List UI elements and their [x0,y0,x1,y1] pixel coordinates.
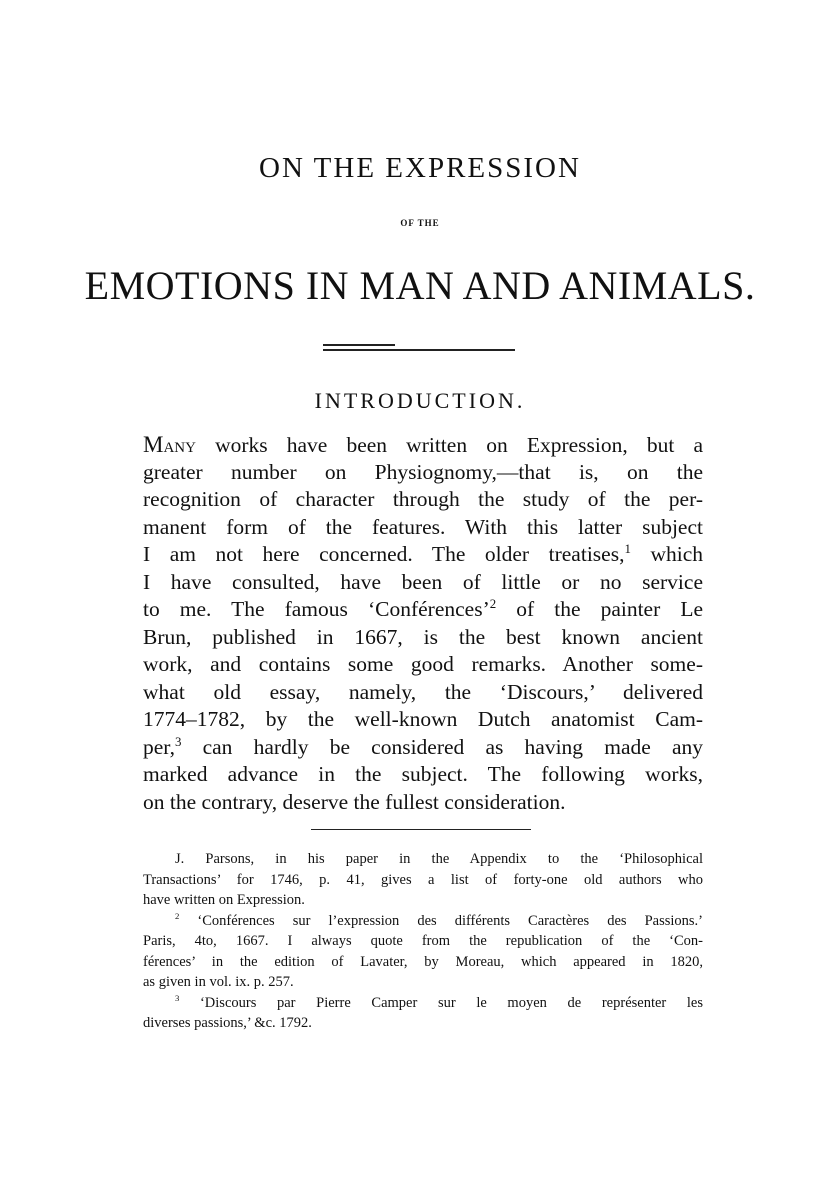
footnote-text: ‘Discours par Pierre Camper sur le moyen de représenter les [179,994,703,1011]
ornament-long-line [323,349,515,351]
title-line-1: ON THE EXPRESSION [259,152,581,184]
footnote-line [143,890,703,911]
title-ornament-rule [323,344,515,354]
body-line: recognition of character through the study of the per- [143,487,703,511]
title-line-3: EMOTIONS IN MAN AND ANIMALS. [84,263,756,308]
footnote-ref-2: 2 [489,596,497,611]
line-text: which [630,542,703,566]
footnote-line [143,972,703,993]
body-line: work, and contains some good remarks. Another some- [143,652,703,676]
line-text: I am not here concerned. The older treatises, [143,542,625,566]
footnote-marker: 2 [175,910,180,921]
body-line: I have consulted, have been of little or no service [143,569,703,594]
footnote-ref-1: 1 [624,541,631,556]
body-line [143,596,703,624]
footnote-line [143,911,703,932]
line-text: can hardly be considered as having made any [181,734,703,759]
title-line-2: OF THE [400,218,440,228]
body-paragraph [143,431,703,816]
initial-word-rest: any [163,433,196,457]
body-line: manent form of the features. With this latter subject [143,514,703,539]
body-line: on the contrary, deserve the fullest consideration. [143,789,566,814]
footnote-text: ‘Conférences sur l’expression des différents Caractères des Passions.’ [179,912,703,929]
section-heading: INTRODUCTION. [314,388,526,413]
line-text: works have been written on Expression, but a [195,433,703,457]
ornament-short-line [323,344,395,346]
footnote-text: férences’ in the edition of Lavater, by Moreau, which appeared in 1820, [143,953,703,970]
footnotes [143,849,703,1034]
body-line [143,734,703,762]
footnote-line [143,931,703,952]
footnote-ref-3: 3 [174,734,182,749]
footnote-marker: 3 [175,992,180,1003]
body-line: what old essay, namely, the ‘Discours,’ delivered [143,679,703,704]
footnote-text: Paris, 4to, 1667. I always quote from the republication of the ‘Con- [143,933,703,949]
initial-letter: M [143,432,164,457]
line-text: of the painter Le [496,597,703,621]
footnote-text: as given in vol. ix. p. 257. [143,974,294,990]
body-line [143,431,703,459]
line-text: to me. The famous ‘Conférences’ [143,597,490,621]
footnote-text: J. Parsons, in his paper in the Appendix to the ‘Philosophical [175,851,703,867]
footnote-line [143,952,703,973]
footnote-text: diverses passions,’ &c. 1792. [143,1015,312,1031]
footnote-line [143,1013,703,1034]
body-line: Brun, published in 1667, is the best known ancient [143,624,703,649]
footnote-line [143,870,703,891]
footnote-separator [311,829,531,830]
body-line: greater number on Physiognomy,—that is, on the [143,459,703,484]
line-text: per, [143,734,175,759]
body-line [143,541,703,569]
footnote-line [143,993,703,1014]
body-line: marked advance in the subject. The following works, [143,762,703,786]
footnote-text: have written on Expression. [143,892,305,908]
footnote-line [143,849,703,870]
body-line: 1774–1782, by the well-known Dutch anatomist Cam- [143,707,703,731]
footnote-text: Transactions’ for 1746, p. 41, gives a list of forty-one old authors who [143,871,703,888]
